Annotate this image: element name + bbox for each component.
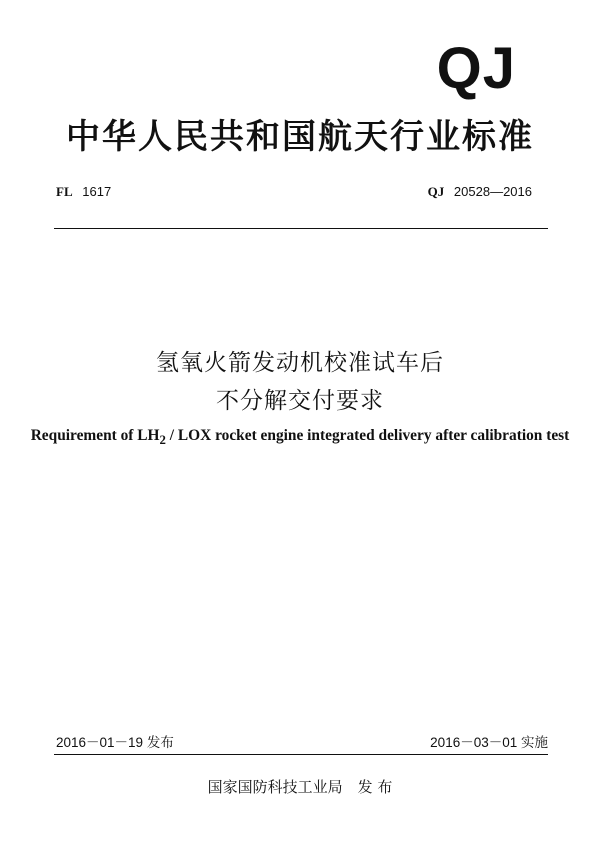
- classification-number: [56, 184, 111, 200]
- standard-code: QJ: [427, 184, 445, 199]
- standard-number: [428, 184, 532, 200]
- document-title-en: [0, 427, 600, 448]
- en-title-suffix: / LOX rocket engine integrated delivery after calibration test: [165, 427, 570, 444]
- standard-category-title: 中华人民共和国航天行业标准: [66, 117, 534, 157]
- classification-value: 1617: [82, 184, 112, 199]
- document-title-zh-line2: 不分解交付要求: [216, 388, 384, 414]
- bottom-divider: [54, 754, 548, 755]
- issue-date: 2016－01－19 发布: [56, 735, 174, 750]
- en-title-prefix: Requirement of LH: [30, 427, 160, 444]
- en-title-subscript: 2: [159, 433, 166, 448]
- standard-number-value: 20528—2016: [453, 184, 532, 199]
- qj-logo: QJ: [436, 36, 516, 101]
- top-divider: [54, 228, 548, 229]
- publisher: 国家国防科技工业局 发 布: [207, 778, 393, 796]
- document-title-zh-line1: 氢氧火箭发动机校准试车后: [156, 350, 444, 376]
- implementation-date: 2016－03－01 实施: [430, 735, 548, 750]
- classification-code: FL: [56, 184, 73, 199]
